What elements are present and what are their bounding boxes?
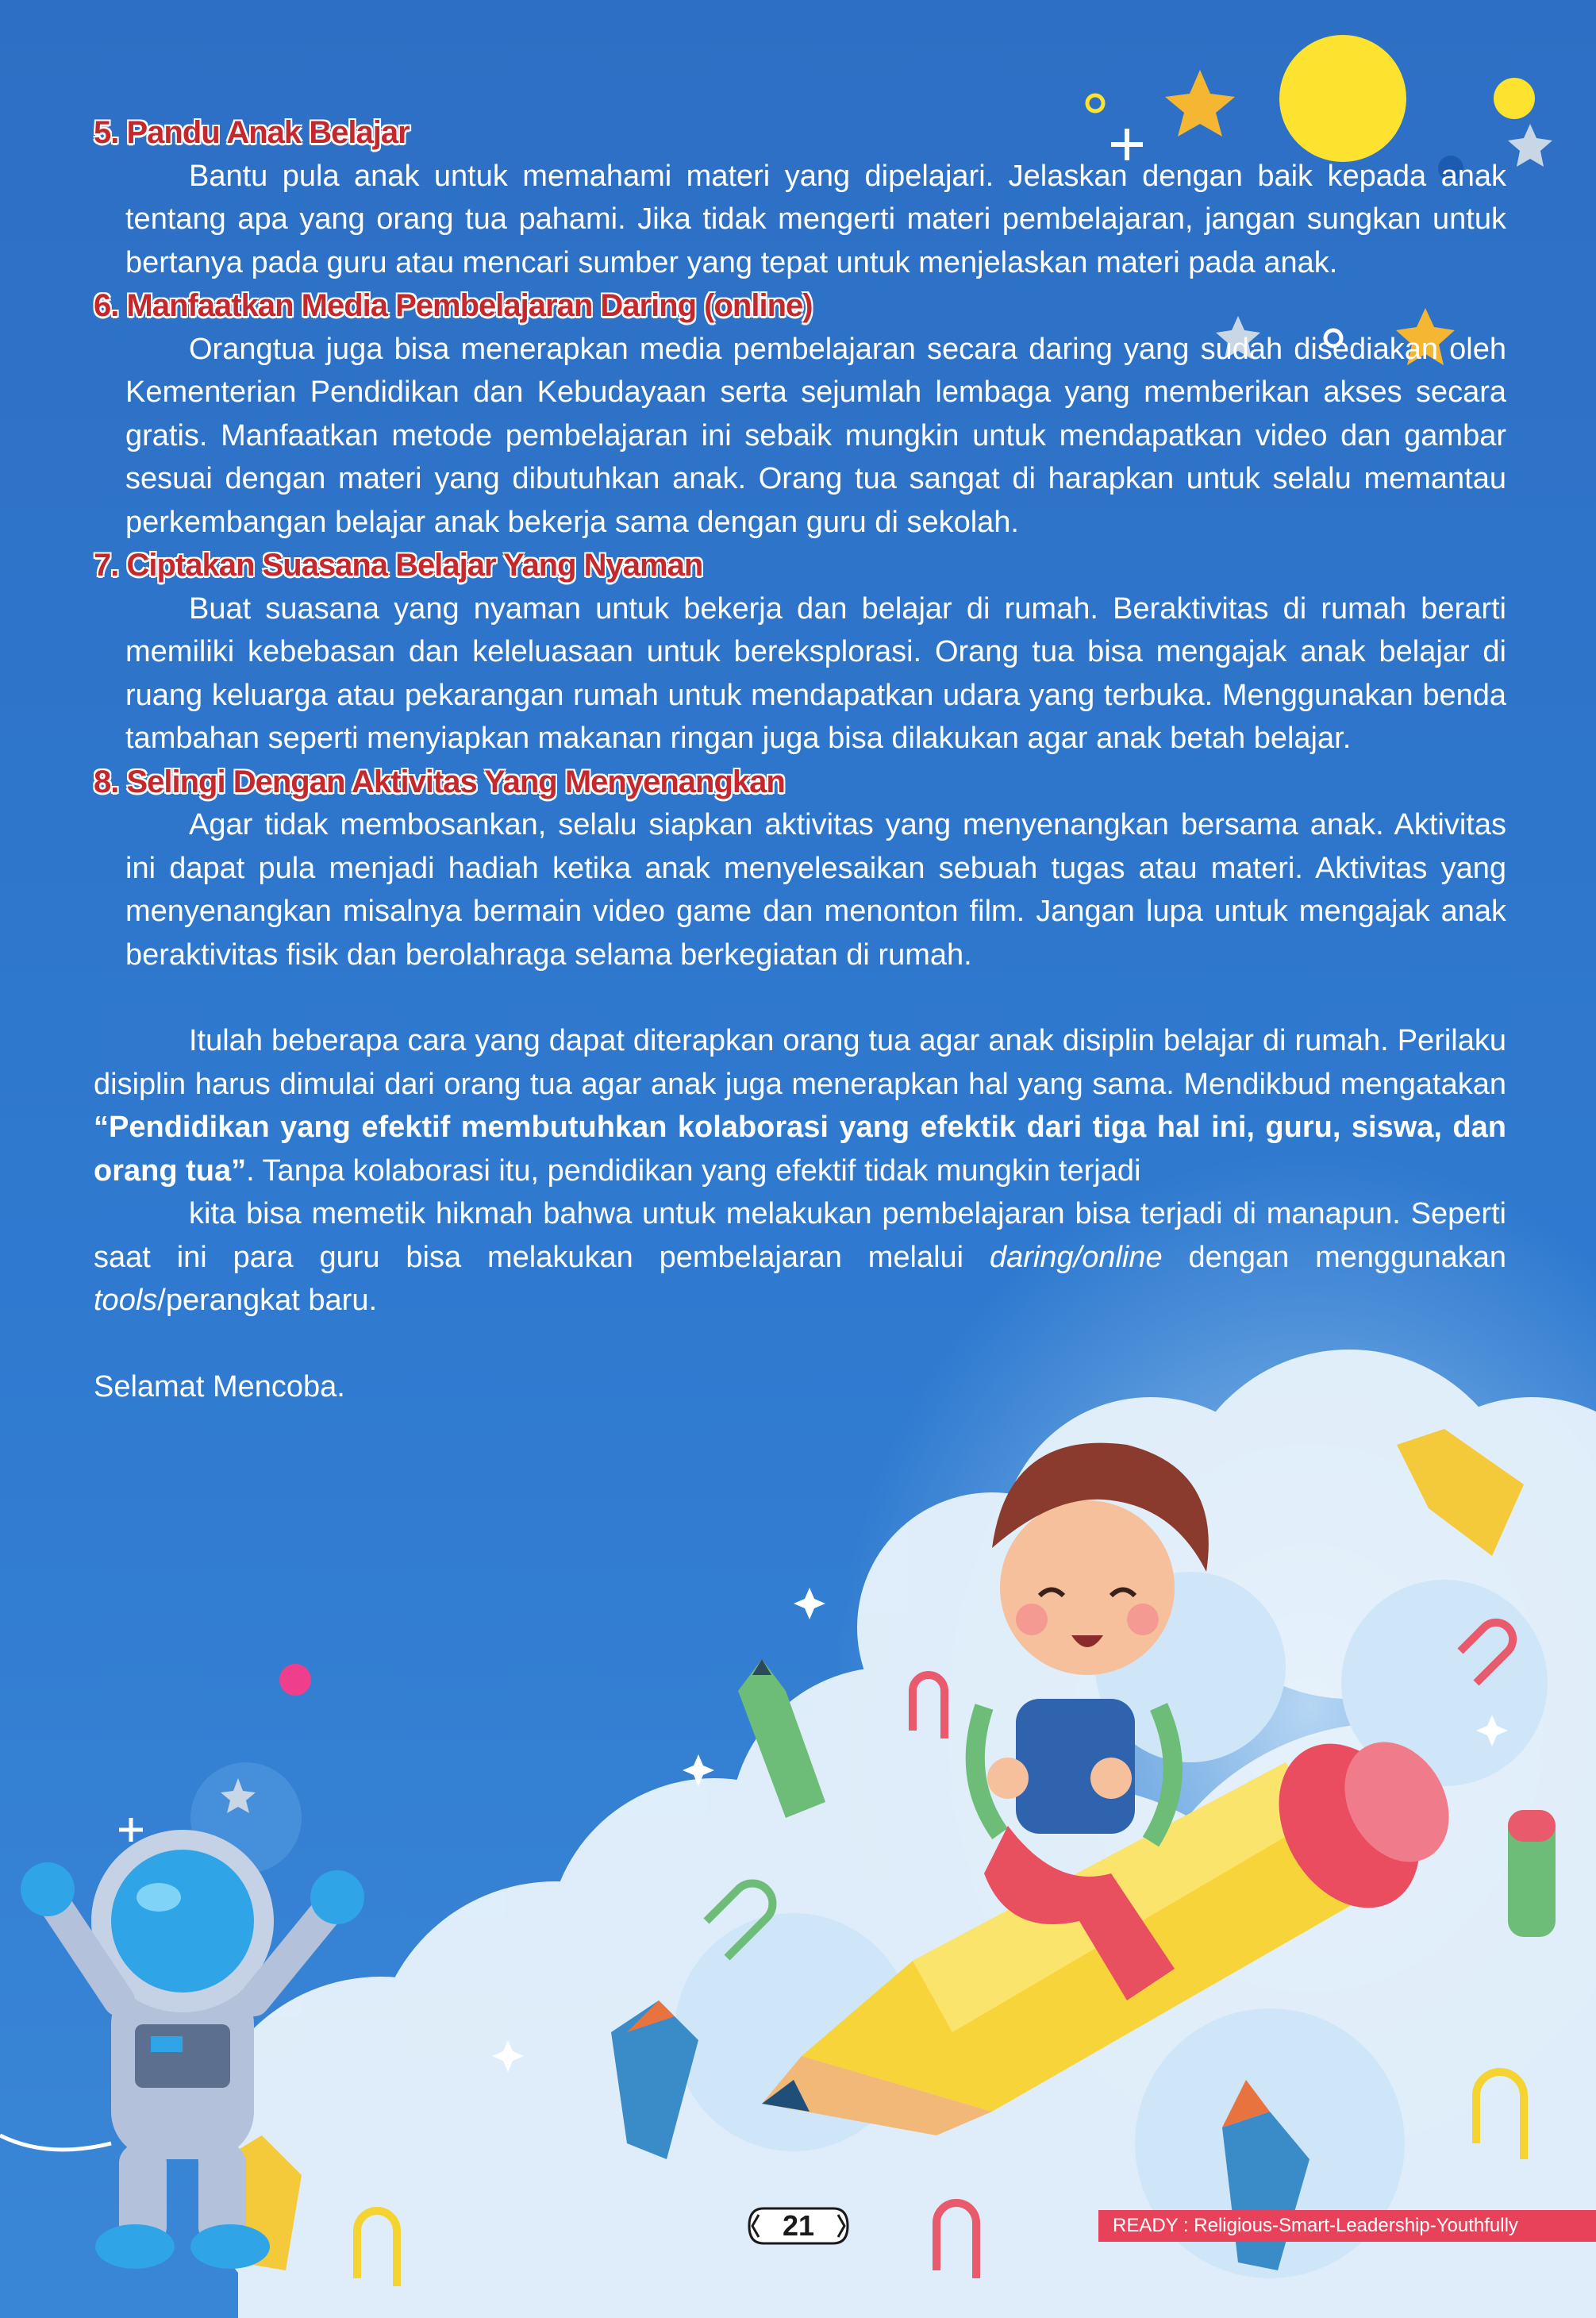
- section-paragraph: Orangtua juga bisa menerapkan media pembelajaran secara daring yang sudah disediakan oleh Kementerian Pendidikan dan Kebudayaan serta sejumlah lembaga yang memberikan akses secara gratis. Manfaatkan metode pembelajaran ini sebaik mungkin untuk mendapatkan video dan gambar sesuai dengan materi yang dibutuhkan anak. Orang tua sangat di harapkan untuk selalu memantau perkembangan belajar anak bekerja sama dengan guru di sekolah.: [125, 332, 1506, 539]
- pencil-icon: [1508, 1810, 1556, 1937]
- section-heading: 5. Pandu Anak Belajar: [94, 115, 410, 150]
- section-8: [94, 760, 1506, 977]
- section-paragraph: Agar tidak membosankan, selalu siapkan aktivitas yang menyenangkan bersama anak. Aktivitas ini dapat pula menjadi hadiah ketika anak menyelesaikan sebuah tugas atau materi. Aktivitas yang menyenangkan misalnya bermain video game dan menonton film. Jangan lupa untuk mengajak anak beraktivitas fisik dan berolahraga selama berkegiatan di rumah.: [125, 808, 1506, 972]
- closing-text: Itulah beberapa cara yang dapat diterapkan orang tua agar anak disiplin belajar di rumah. Perilaku disiplin harus dimulai dari orang tua agar anak juga menerapkan hal yang sama. Mendikbud mengatakan: [94, 1024, 1506, 1101]
- section-7: [94, 544, 1506, 760]
- section-paragraph: Bantu pula anak untuk memahami materi yang dipelajari. Jelaskan dengan baik kepada anak tentang apa yang orang tua pahami. Jika tidak mengerti materi pembelajaran, jangan sungkan untuk bertanya pada guru atau mencari sumber yang tepat untuk menjelaskan materi pada anak.: [125, 159, 1506, 279]
- italic-term: daring/online: [990, 1240, 1163, 1274]
- page-number-label: 21: [782, 2209, 815, 2242]
- section-heading: 8. Selingi Dengan Aktivitas Yang Menyenangkan: [94, 764, 785, 799]
- sign-off: Selamat Mencoba.: [94, 1369, 345, 1404]
- closing-text: kita bisa memetik hikmah bahwa untuk melakukan pembelajaran bisa terjadi di manapun. Seperti saat ini para guru bisa melakukan pembelajaran melalui: [94, 1197, 1506, 1274]
- section-paragraph: Buat suasana yang nyaman untuk bekerja dan belajar di rumah. Beraktivitas di rumah berarti memiliki kebebasan dan keleluasaan untuk bereksplorasi. Orang tua bisa mengajak anak belajar di ruang keluarga atau pekarangan rumah untuk mendapatkan udara yang terbuka. Menggunakan benda tambahan seperti menyiapkan makanan ringan juga bisa dilakukan agar anak betah belajar.: [125, 591, 1506, 755]
- section-heading: 6. Manfaatkan Media Pembelajaran Daring (online): [94, 288, 813, 323]
- section-6: [94, 284, 1506, 544]
- italic-term: tools: [94, 1284, 158, 1317]
- section-5: [94, 111, 1506, 284]
- closing-text: /perangkat baru.: [157, 1284, 378, 1317]
- footer-tagline: READY : Religious-Smart-Leadership-Youthfully: [1098, 2210, 1596, 2242]
- closing-text: . Tanpa kolaborasi itu, pendidikan yang efektif tidak mungkin terjadi: [246, 1153, 1141, 1188]
- closing-text: dengan menggunakan: [1162, 1240, 1506, 1274]
- page-number: [748, 2205, 849, 2247]
- closing-paragraph: [94, 1192, 1506, 1323]
- star-icon: [1508, 124, 1552, 167]
- closing-paragraph: [94, 1019, 1506, 1192]
- article-body: [94, 111, 1506, 1408]
- section-heading: 7. Ciptakan Suasana Belajar Yang Nyaman: [94, 548, 703, 583]
- quote-text: “Pendidikan yang efektif membutuhkan kolaborasi yang efektik dari tiga hal ini, guru, siswa, dan orang tua”: [94, 1111, 1506, 1188]
